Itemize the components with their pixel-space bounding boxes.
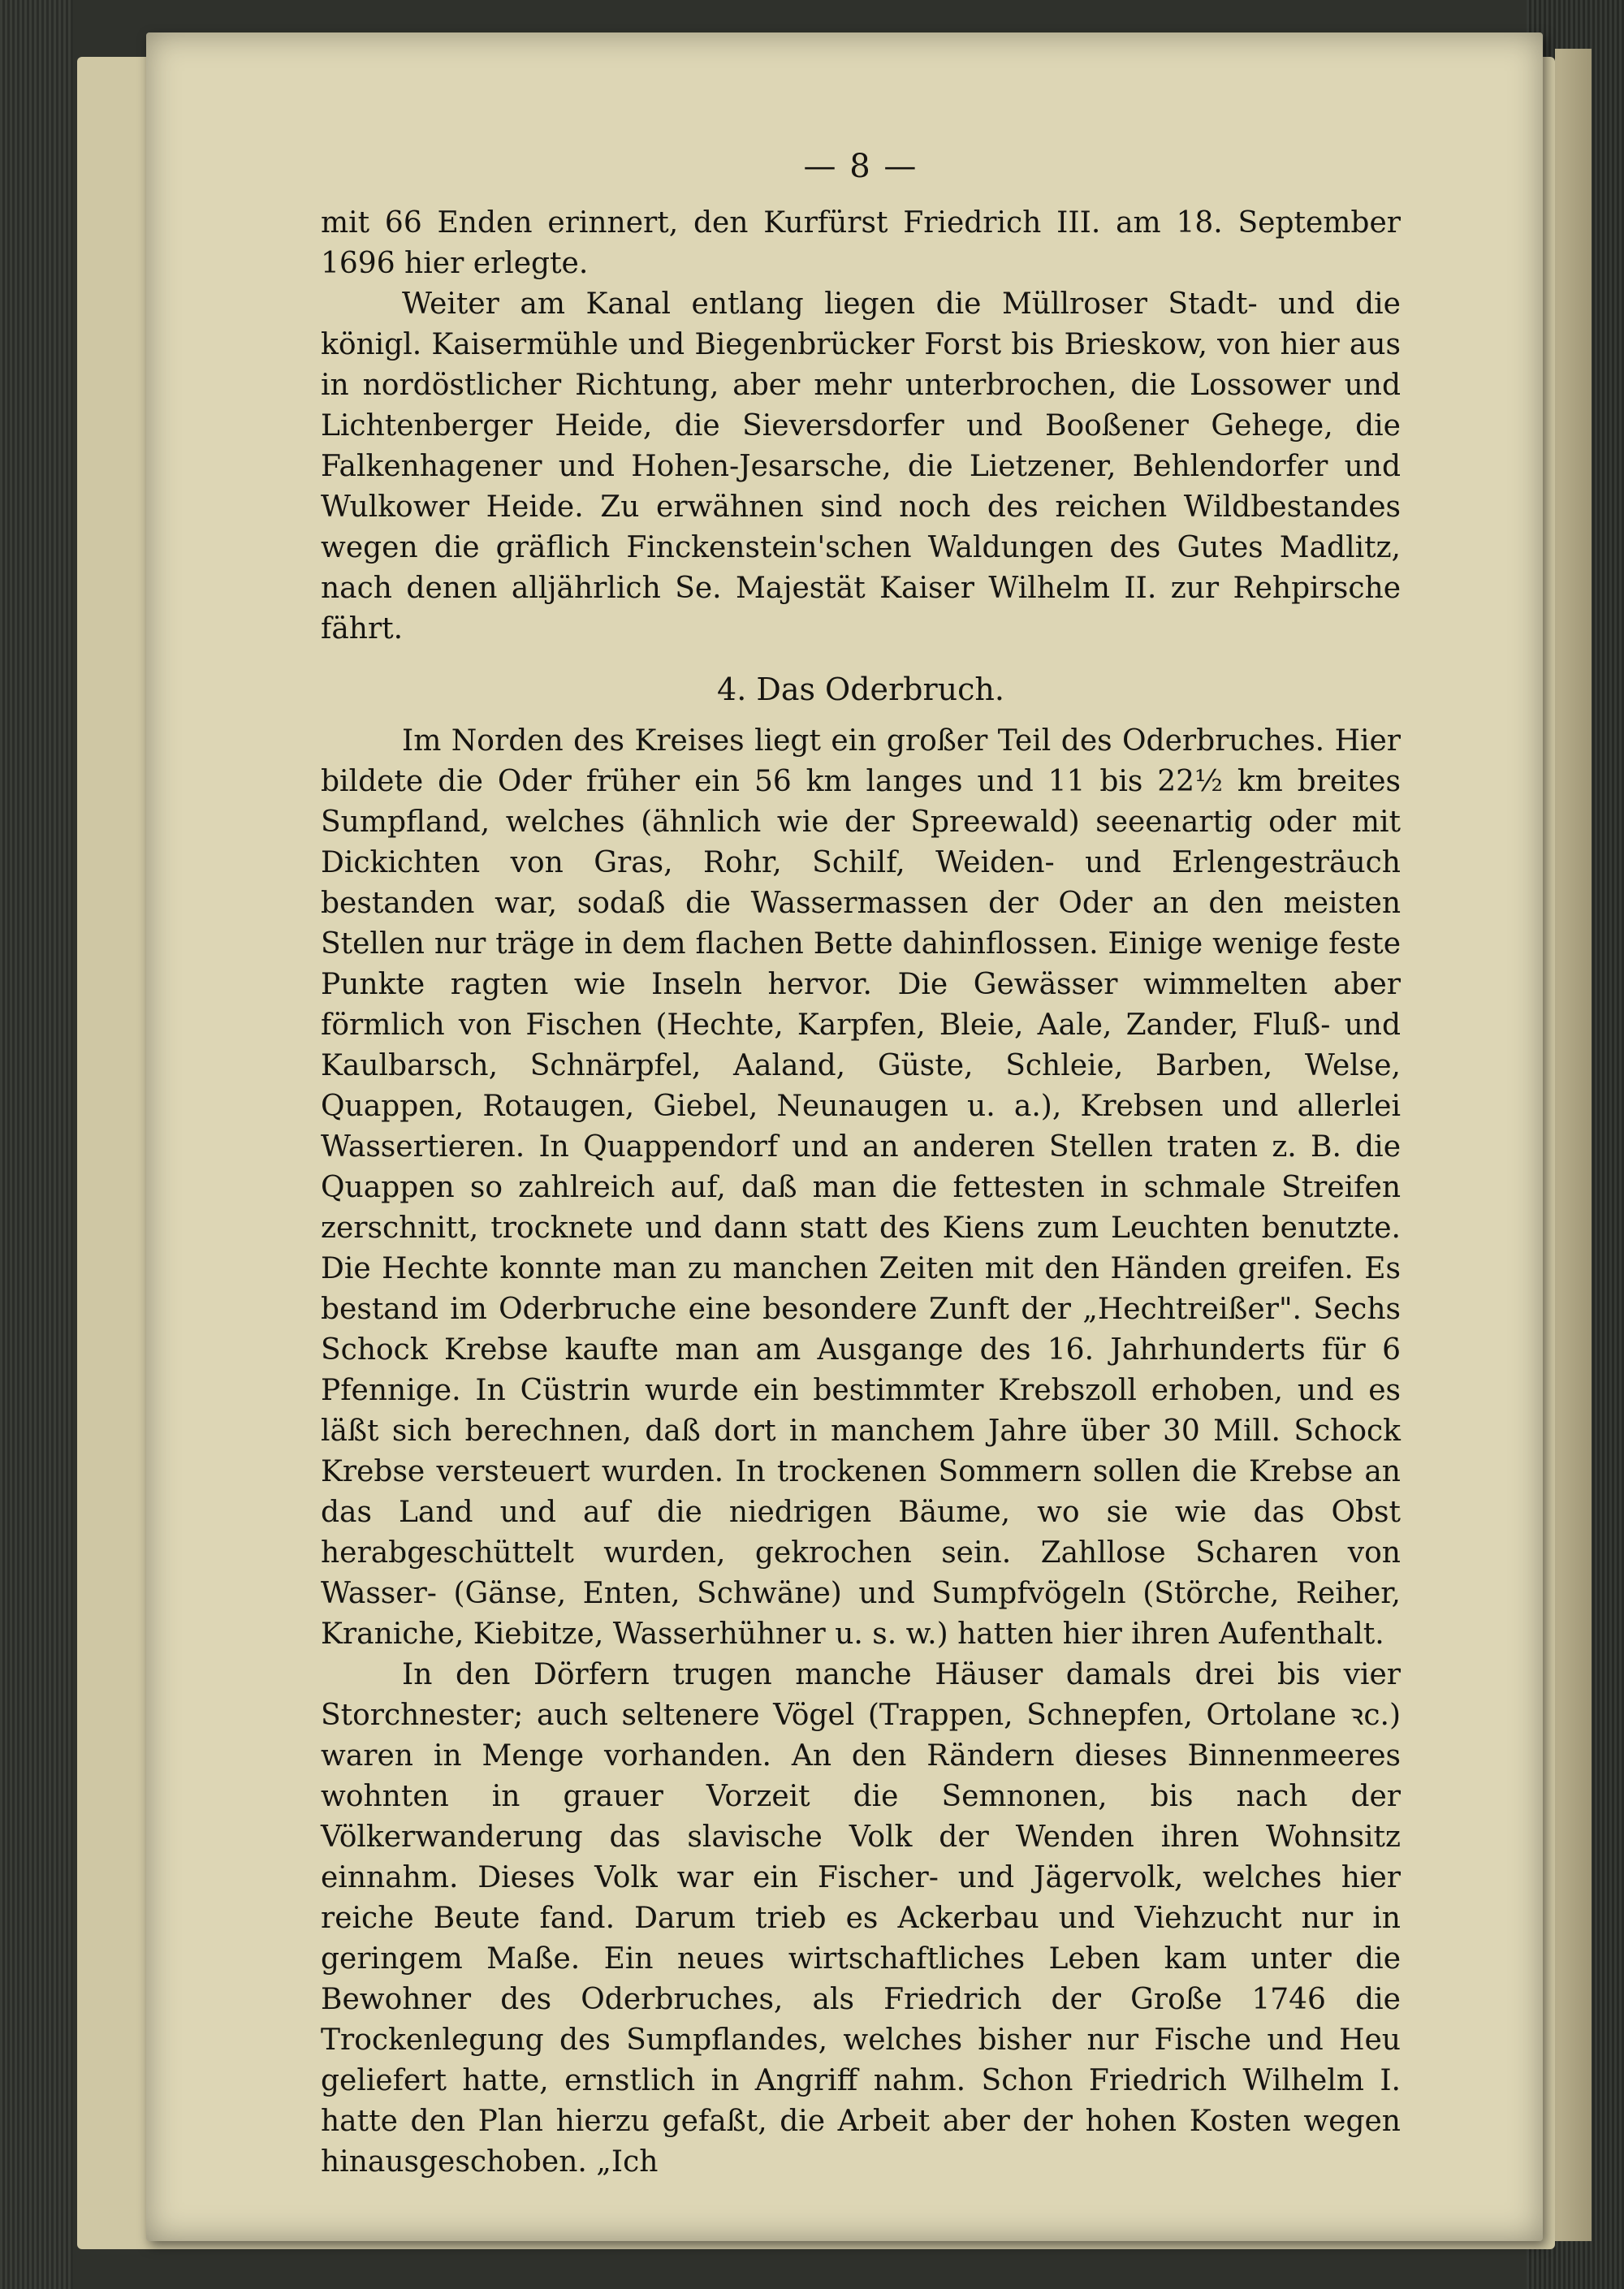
continuation-paragraph: mit 66 Enden erinnert, den Kurfürst Friedrich III. am 18. September 1696 hier erlegte.: [321, 206, 1401, 280]
page-edge-strip: [1555, 49, 1592, 2241]
book-cover-left-edge: [0, 0, 73, 2289]
section-heading: 4. Das Oderbruch.: [717, 672, 1004, 707]
page-text: [321, 146, 1401, 2183]
paragraph-oderbruch-1: Im Norden des Kreises liegt ein großer Teil des Oderbruches. Hier bildete die Oder früher ein 56 km langes und 11 bis 22½ km breites Sumpfland, welches (ähnlich wie der Spreewald) seeenartig oder mit Dickichten von Gras, Rohr, Schilf, Weiden- und Erlengesträuch bestanden war, sodaß die Wassermassen der Oder an den meisten Stellen nur träge in dem flachen Bette dahinflossen. Einige wenige feste Punkte ragten wie Inseln hervor. Die Gewässer wimmelten aber förmlich von Fischen (Hechte, Karpfen, Bleie, Aale, Zander, Fluß- und Kaulbarsch, Schnärpfel, Aaland, Güste, Schleie, Barben, Welse, Quappen, Rotaugen, Giebel, Neunaugen u. a.), Krebsen und allerlei Wassertieren. In Quappendorf und an anderen Stellen traten z. B. die Quappen so zahlreich auf, daß man die fettesten in schmale Streifen zerschnitt, trocknete und dann statt des Kiens zum Leuchten benutzte. Die Hechte konnte man zu manchen Zeiten mit den Händen greifen. Es bestand im Oderbruche eine besondere Zunft der „Hechtreißer". Sechs Schock Krebse kaufte man am Ausgange des 16. Jahrhunderts für 6 Pfennige. In Cüstrin wurde ein bestimmter Krebszoll erhoben, und es läßt sich berechnen, daß dort in manchem Jahre über 30 Mill. Schock Krebse versteuert wurden. In trockenen Sommern sollen die Krebse an das Land und auf die niedrigen Bäume, wo sie wie das Obst herabgeschüttelt wurden, gekrochen sein. Zahllose Scharen von Wasser- (Gänse, Enten, Schwäne) und Sumpfvögeln (Störche, Reiher, Kraniche, Kiebitze, Wasserhühner u. s. w.) hatten hier ihren Aufenthalt.: [321, 724, 1401, 1651]
page-number: — 8 —: [803, 148, 918, 185]
paragraph-oderbruch-2: In den Dörfern trugen manche Häuser damals drei bis vier Storchnester; auch seltenere Vögel (Trappen, Schnepfen, Ortolane ꝛc.) waren in Menge vorhanden. An den Rändern dieses Binnenmeeres wohnten in grauer Vorzeit die Semnonen, bis nach der Völkerwanderung das slavische Volk der Wenden ihren Wohnsitz einnahm. Dieses Volk war ein Fischer- und Jägervolk, welches hier reiche Beute fand. Darum trieb es Ackerbau und Viehzucht nur in geringem Maße. Ein neues wirtschaftliches Leben kam unter die Bewohner des Oderbruches, als Friedrich der Große 1746 die Trockenlegung des Sumpflandes, welches bisher nur Fische und Heu geliefert hatte, ernstlich in Angriff nahm. Schon Friedrich Wilhelm I. hatte den Plan hierzu gefaßt, die Arbeit aber der hohen Kosten wegen hinausgeschoben. „Ich: [321, 1658, 1401, 2179]
paragraph-forests: Weiter am Kanal entlang liegen die Müllroser Stadt- und die königl. Kaisermühle und Biegenbrücker Forst bis Brieskow, von hier aus in nordöstlicher Richtung, aber mehr unterbrochen, die Lossower und Lichtenberger Heide, die Sieversdorfer und Booßener Gehege, die Falkenhagener und Hohen-Jesarsche, die Lietzener, Behlendorfer und Wulkower Heide. Zu erwähnen sind noch des reichen Wildbestandes wegen die gräflich Finckenstein'schen Waldungen des Gutes Madlitz, nach denen alljährlich Se. Majestät Kaiser Wilhelm II. zur Rehpirsche fährt.: [321, 287, 1401, 646]
